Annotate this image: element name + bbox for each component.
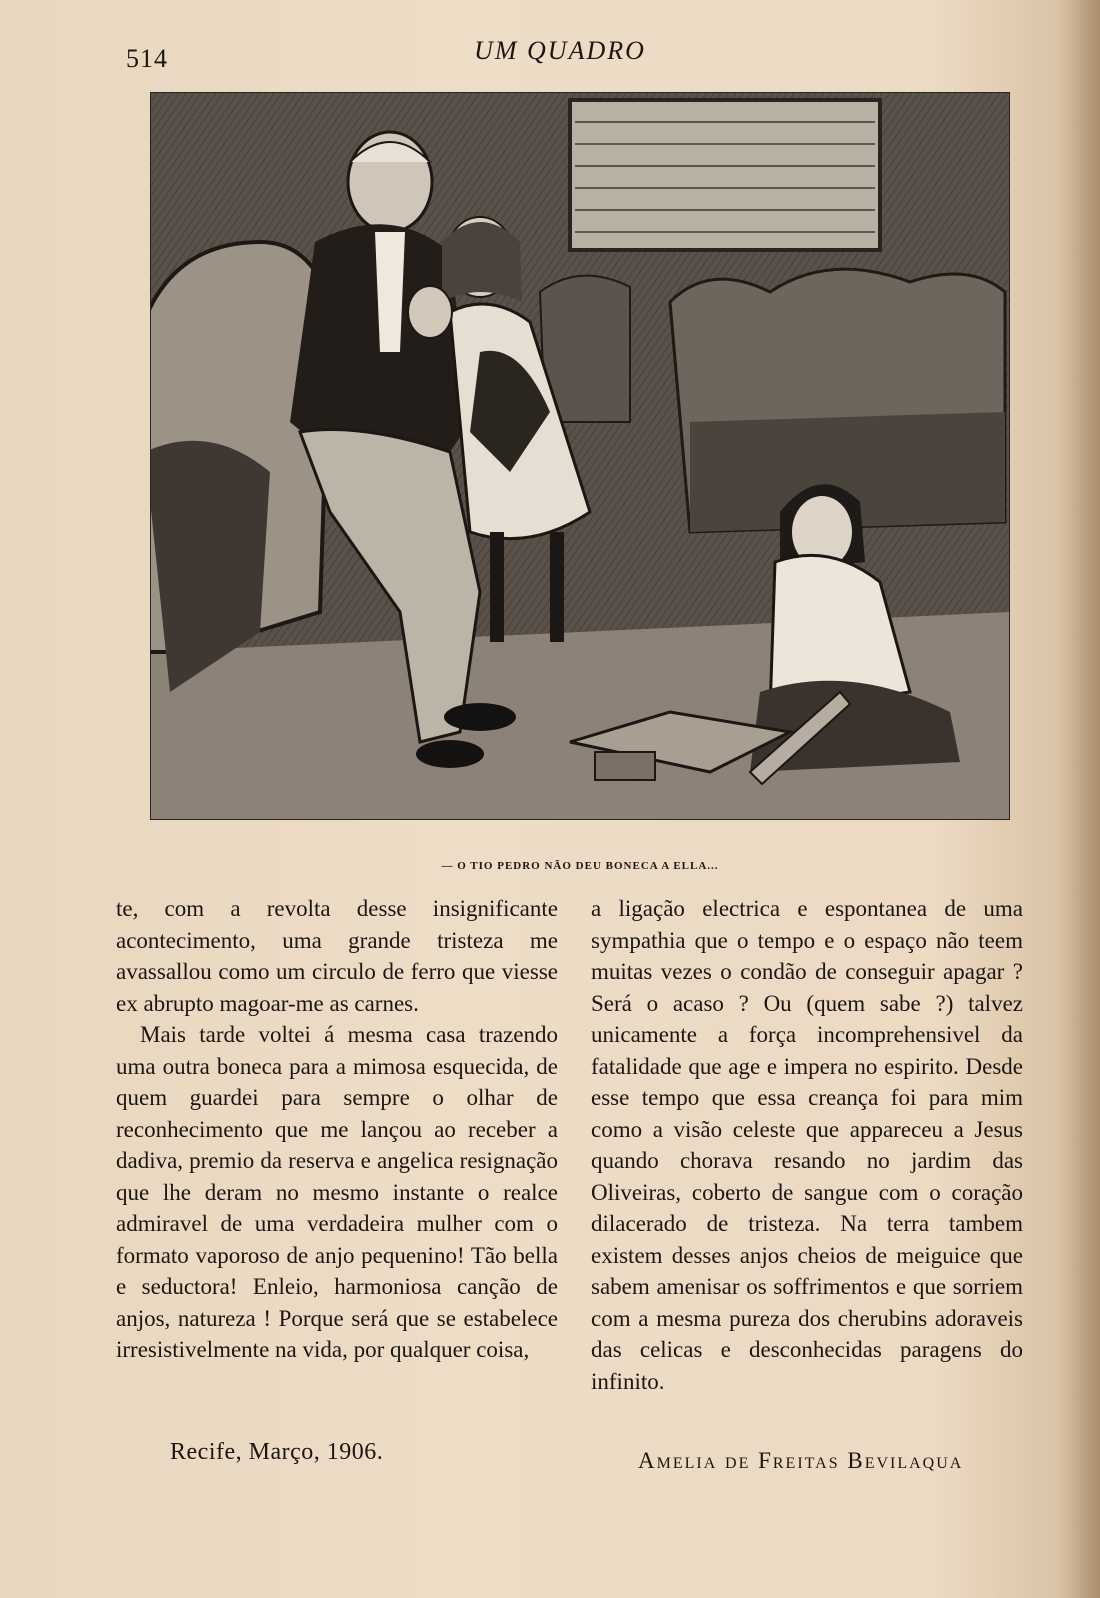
paragraph: a ligação electrica e espontanea de uma sympathia que o tempo e o espaço não teem muitas vezes o condão de conseguir apagar ? Será o acaso ? Ou (quem sabe ?) talvez unicamente a força incomprehensivel da fatalidade que age e impera no espirito. Desde esse tempo que essa creança foi para mim como a visão celeste que appareceu a Jesus quando chorava resando no jardim das Oliveiras, coberto de sangue com o coração dilacerado de tristeza. Na terra tambem existem desses anjos cheios de meiguice que sabem amenisar os soffrimentos e que sorriem com a mesma pureza dos cherubins adoraveis das celicas e desconhecidas paragens do infinito. <box>591 896 1023 1394</box>
gutter-shadow <box>1058 0 1100 1598</box>
paragraph: te, com a revolta desse insignificante acontecimento, uma grande tristeza me avassallou como um circulo de ferro que viesse ex abrupto magoar-me as carnes. <box>116 896 558 1016</box>
author-signature: Amelia de Freitas Bevilaqua <box>638 1448 964 1473</box>
place-date: Recife, Março, 1906. <box>170 1439 384 1465</box>
paragraph: Mais tarde voltei á mesma casa trazendo uma outra boneca para a mimosa esquecida, de quem guardei para sempre o olhar de reconhecimento que me lançou ao receber a dadiva, premio da reserva e angelica resignação que lhe deram no mesmo instante o realce admiravel de uma verdadeira mulher com o formato vaporoso de anjo pequenino! Tão bella e seductora! Enleio, harmoniosa canção de anjos, natureza ! Porque será que se estabelece irresistivelmente na vida, por qualquer coisa, <box>116 1022 558 1362</box>
text-column-right <box>591 893 1023 1397</box>
illustration <box>150 92 1010 820</box>
figure-caption: — O TIO PEDRO NÃO DEU BONECA A ELLA... <box>441 860 719 872</box>
page-number: 514 <box>126 44 168 73</box>
running-title: UM QUADRO <box>474 36 646 65</box>
text-column-left <box>116 893 558 1366</box>
